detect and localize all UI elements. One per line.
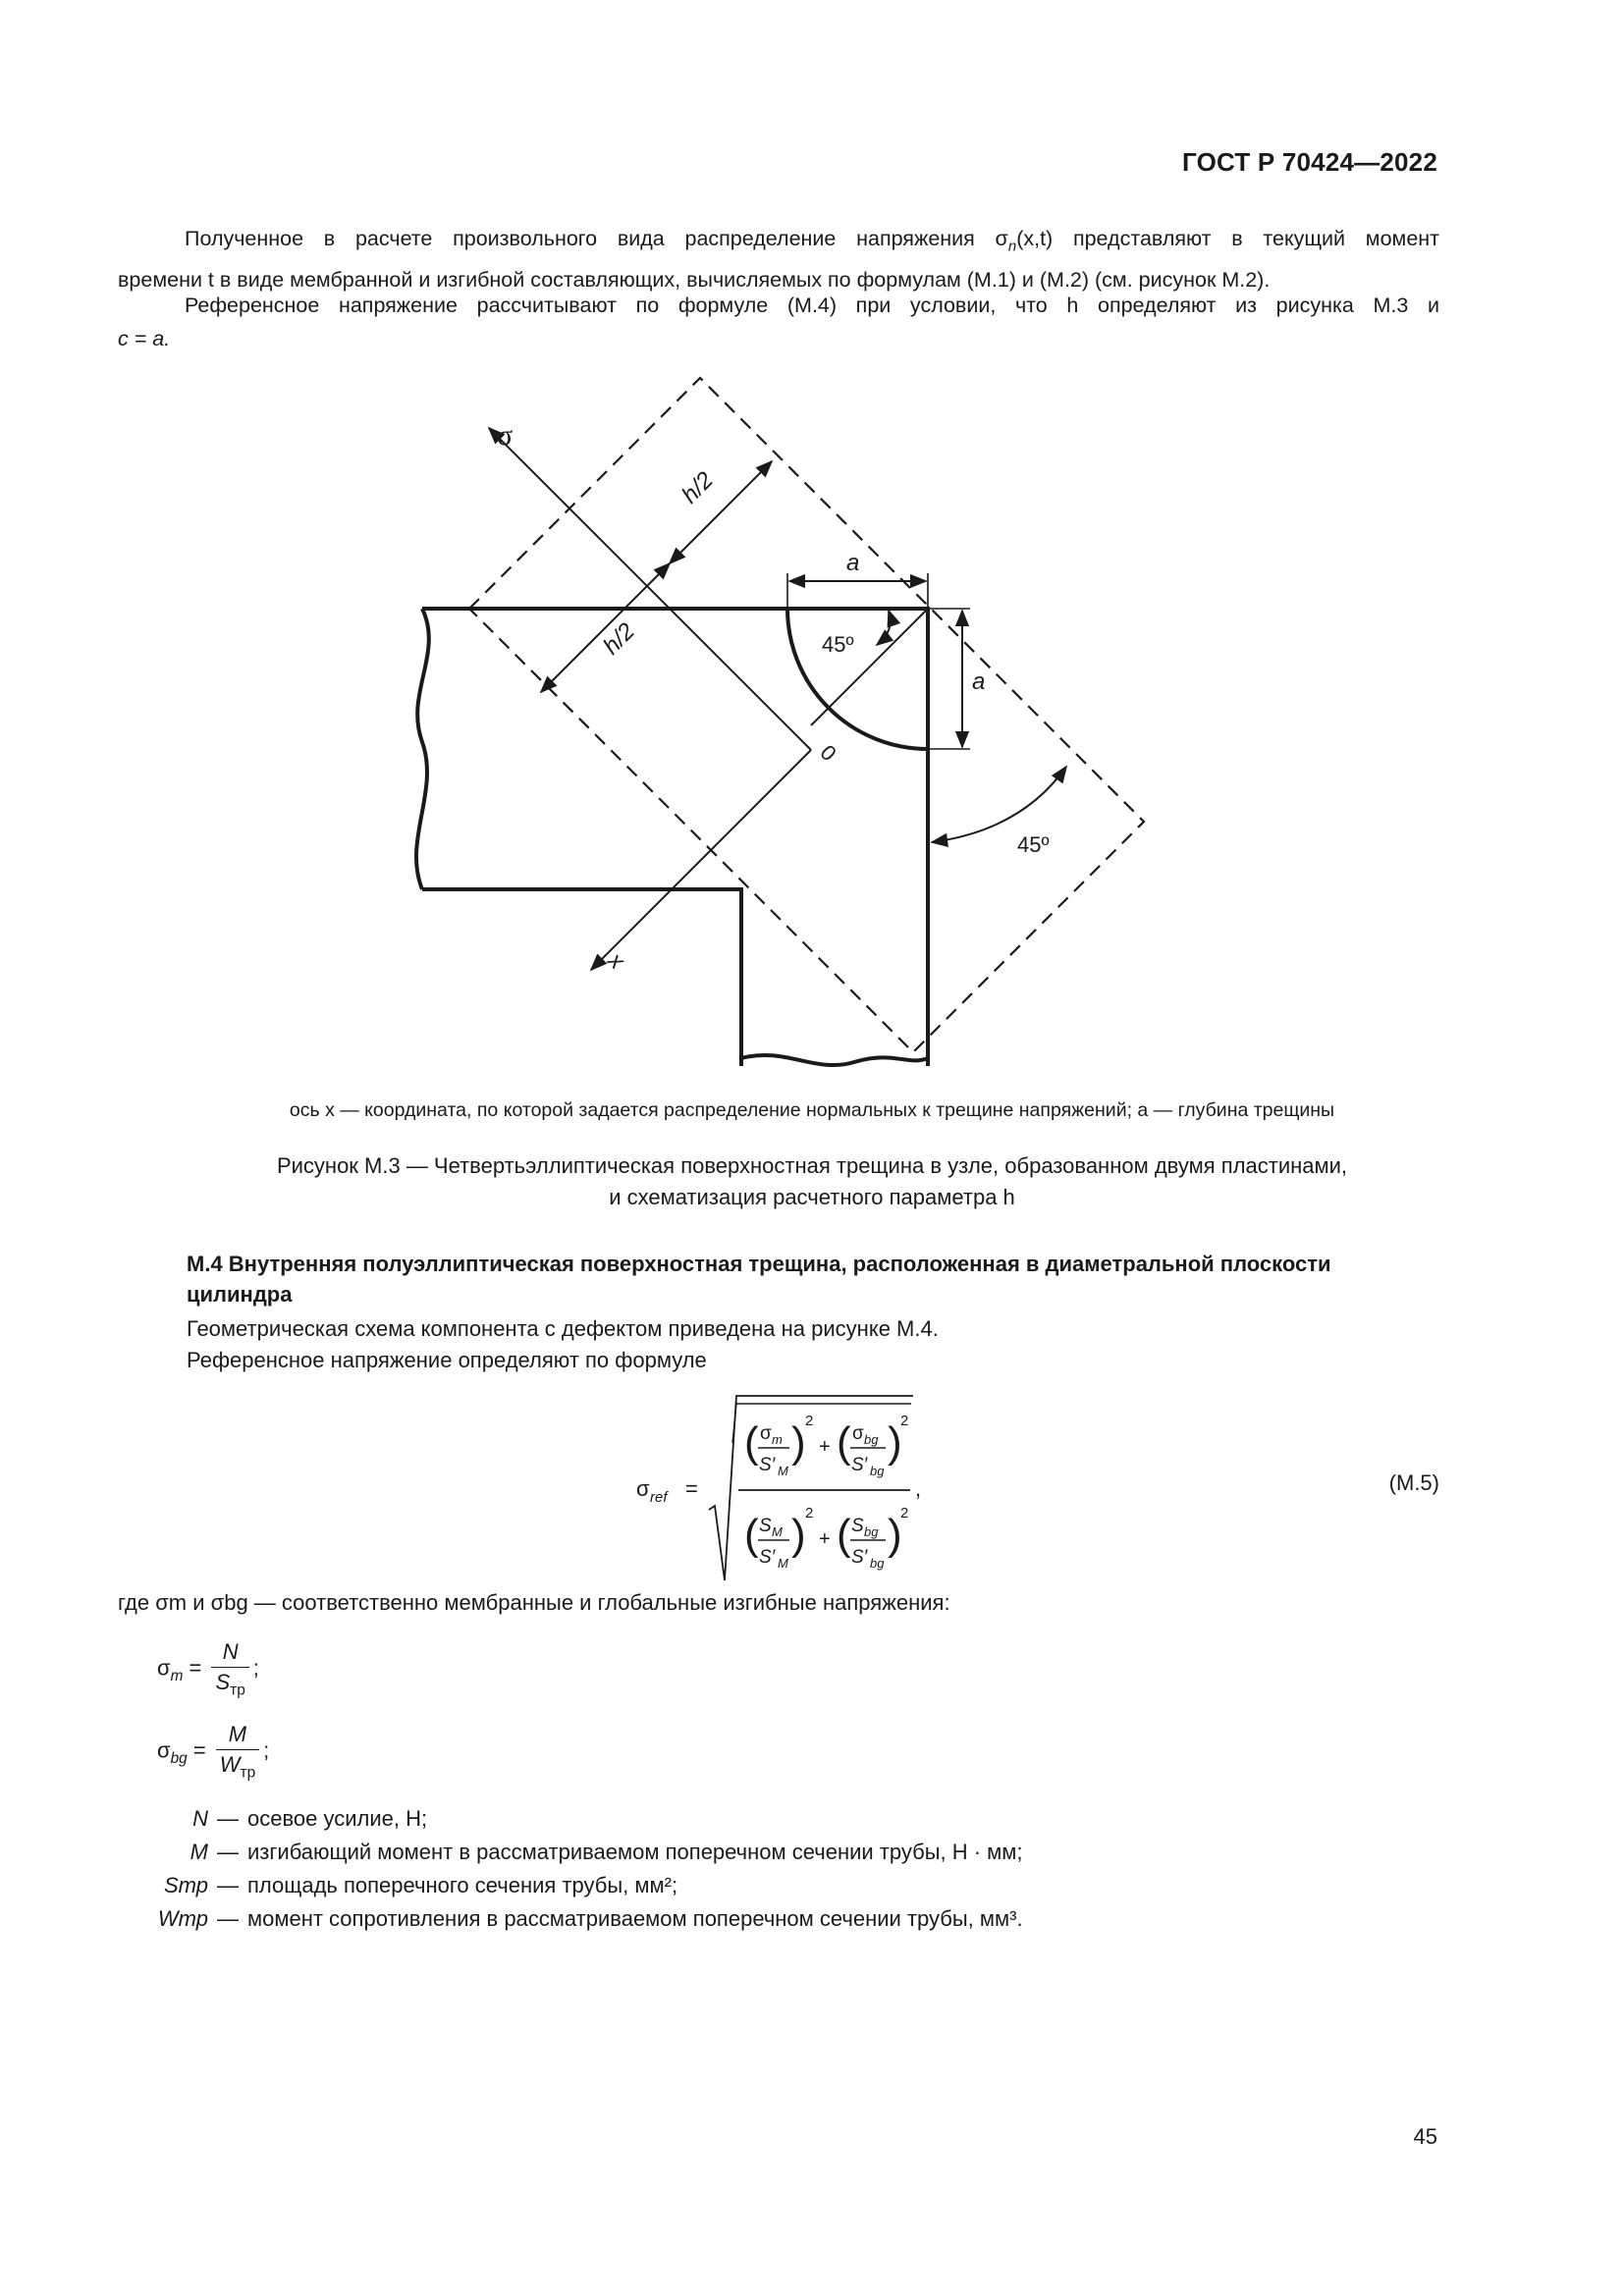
- svg-text:σ: σ: [852, 1423, 864, 1444]
- svg-text:+: +: [819, 1436, 831, 1458]
- svg-text:S: S: [759, 1516, 772, 1536]
- section-line-2: Референсное напряжение определяют по формуле: [187, 1348, 707, 1372]
- svg-text:bg: bg: [864, 1524, 879, 1539]
- svg-text:(: (: [744, 1418, 759, 1467]
- svg-text:(: (: [837, 1511, 851, 1559]
- definition-text: изгибающий момент в рассматриваемом поперечном сечении трубы, Н · мм;: [247, 1840, 1023, 1864]
- diagonal-line: [811, 609, 928, 725]
- svg-text:): ): [888, 1418, 902, 1467]
- document-id: ГОСТ Р 70424—2022: [1182, 147, 1437, 177]
- formula-sigma-m: $\sigma_m$ = $\frac{N}{S_{тр}}$ ;: [157, 1639, 259, 1699]
- definition-symbol: Wтр: [157, 1906, 208, 1931]
- figure-note: ось x — координата, по которой задается распределение нормальных к трещине напряжений; a — глубина трещины: [289, 1099, 1335, 1121]
- svg-text:+: +: [819, 1528, 831, 1550]
- bottom-break-line: [741, 1055, 928, 1065]
- a-right-label: a: [972, 668, 986, 695]
- svg-text:2: 2: [805, 1505, 814, 1522]
- caption-line-2: и схематизация расчетного параметра h: [609, 1185, 1015, 1209]
- where-line: где σm и σbg — соответственно мембранные и глобальные изгибные напряжения:: [118, 1590, 950, 1615]
- svg-text:S′: S′: [851, 1547, 868, 1568]
- svg-text:S′: S′: [759, 1455, 776, 1475]
- svg-text:bg: bg: [870, 1556, 885, 1571]
- x-label: x: [602, 947, 630, 975]
- definition-symbol: Sтр: [164, 1873, 208, 1897]
- dashed-rectangle: [469, 378, 1144, 1052]
- definition-text: площадь поперечного сечения трубы, мм²;: [247, 1873, 678, 1897]
- svg-text:M: M: [778, 1556, 788, 1571]
- svg-text:): ): [791, 1511, 806, 1559]
- formula-m5: [628, 1384, 952, 1590]
- p1-text-b: (x,t) представляют в текущий момент: [1016, 227, 1439, 250]
- definition-row: M — изгибающий момент в рассматриваемом поперечном сечении трубы, Н · мм;: [147, 1836, 1023, 1869]
- svg-text:): ): [791, 1418, 806, 1467]
- section-title: М.4 Внутренняя полуэллиптическая поверхностная трещина, расположенная в диаметральной плоскости цилиндра: [187, 1252, 1331, 1307]
- svg-text:2: 2: [900, 1505, 909, 1522]
- p2-line-2: c = a.: [118, 327, 171, 350]
- left-break-line: [416, 609, 429, 889]
- outer-angle-label: 45º: [1017, 832, 1050, 857]
- svg-text:(: (: [837, 1418, 851, 1467]
- definition-row: N — осевое усилие, Н;: [147, 1802, 1023, 1836]
- intro-paragraph-2: [118, 289, 1439, 355]
- svg-text:2: 2: [805, 1413, 814, 1429]
- formula-terms: [744, 1413, 921, 1571]
- svg-text:2: 2: [900, 1413, 909, 1429]
- figure-m3-diagram: [393, 359, 1178, 1086]
- sigma-label: σ: [497, 419, 514, 452]
- intro-paragraph-1: [118, 222, 1439, 296]
- h2-upper-label: h/2: [677, 466, 719, 509]
- inner-angle-label: 45º: [822, 632, 854, 657]
- definition-text: момент сопротивления в рассматриваемом поперечном сечении трубы, мм³.: [247, 1906, 1023, 1931]
- p1-subscript: n: [1007, 238, 1017, 255]
- section-line-1: Геометрическая схема компонента с дефектом приведена на рисунке М.4.: [187, 1316, 939, 1341]
- inner-angle-arc: [877, 611, 891, 645]
- p1-line-2: времени t в виде мембранной и изгибной составляющих, вычисляемых по формулам (М.1) и (М.2) (см. рисунок М.2).: [118, 268, 1271, 293]
- caption-line-1: Рисунок М.3 — Четвертьэллиптическая поверхностная трещина в узле, образованном двумя пластинами,: [276, 1153, 1348, 1178]
- equation-number: (М.5): [1388, 1470, 1439, 1495]
- section-body: [187, 1313, 939, 1376]
- definitions-list: [147, 1802, 1023, 1936]
- svg-text:S′: S′: [759, 1547, 776, 1568]
- svg-text:σ: σ: [760, 1423, 772, 1444]
- formula-lhs-sub: ref: [650, 1489, 668, 1506]
- definition-text: осевое усилие, Н;: [247, 1806, 428, 1831]
- origin-label: 0: [815, 739, 841, 767]
- svg-text:m: m: [772, 1432, 783, 1447]
- definition-row: Sтр — площадь поперечного сечения трубы, мм²;: [147, 1869, 1023, 1902]
- a-top-label: a: [846, 550, 860, 576]
- h2-lower-dim: [541, 563, 670, 692]
- svg-text:): ): [888, 1511, 902, 1559]
- h2-lower-label: h/2: [598, 617, 640, 661]
- body-lower-edge: [422, 889, 741, 1066]
- definition-symbol: N: [192, 1806, 208, 1831]
- p2-line-1: Референсное напряжение рассчитывают по формуле (М.4) при условии, что h определяют из рисунка М.3 и: [185, 294, 1439, 317]
- definition-row: Wтр — момент сопротивления в рассматриваемом поперечном сечении трубы, мм³.: [147, 1902, 1023, 1936]
- svg-text:S′: S′: [851, 1455, 868, 1475]
- svg-text:bg: bg: [864, 1432, 879, 1447]
- svg-text:M: M: [772, 1524, 783, 1539]
- h2-upper-dim: [670, 461, 772, 563]
- sigma-x-axis: [489, 428, 811, 750]
- svg-text:S: S: [851, 1516, 864, 1536]
- page-number: 45: [1413, 2124, 1437, 2149]
- figure-caption: [0, 1150, 1624, 1213]
- body-outline: [422, 609, 928, 1066]
- svg-text:bg: bg: [870, 1464, 885, 1478]
- outer-angle-arc: [932, 767, 1066, 842]
- definition-symbol: M: [189, 1840, 208, 1864]
- svg-text:,: ,: [915, 1476, 922, 1501]
- formula-equals: =: [685, 1476, 698, 1501]
- svg-text:(: (: [744, 1511, 759, 1559]
- svg-text:M: M: [778, 1464, 788, 1478]
- formula-lhs: σ: [636, 1476, 650, 1501]
- p1-text-a: Полученное в расчете произвольного вида распределение напряжения σ: [185, 227, 1008, 250]
- formula-sigma-bg: $\sigma_{bg}$ = $\frac{M}{W_{тр}}$ ;: [157, 1722, 270, 1782]
- x-axis: [591, 750, 811, 970]
